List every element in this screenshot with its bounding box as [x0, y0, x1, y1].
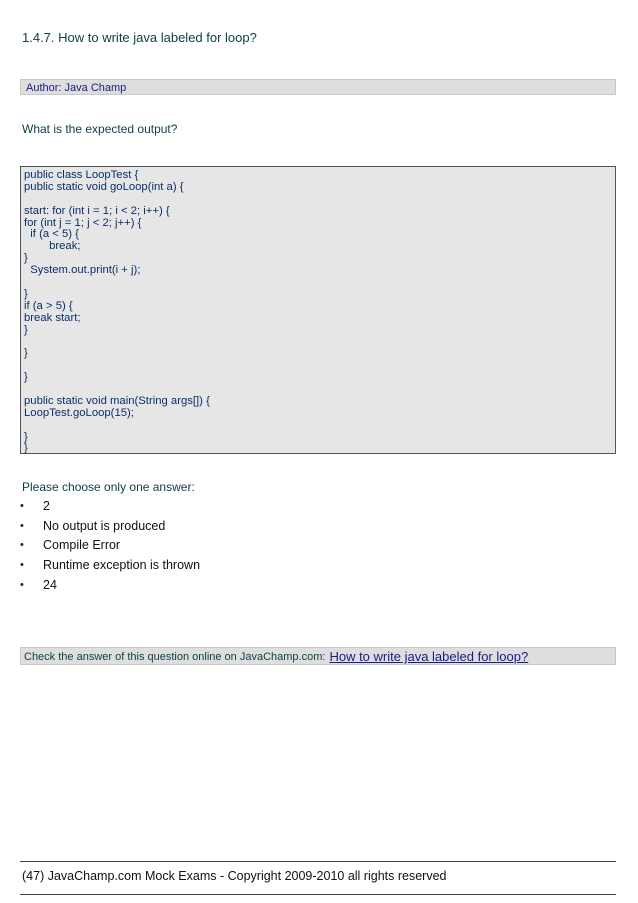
question-title: 1.4.7. How to write java labeled for loop?	[22, 30, 257, 45]
footer-divider-bottom	[20, 894, 616, 895]
footer-copyright: (47) JavaChamp.com Mock Exams - Copyright 2009-2010 all rights reserved	[22, 869, 447, 883]
bullet-icon: •	[20, 579, 24, 592]
answer-option-label: No output is produced	[43, 518, 166, 533]
answer-option-label: Runtime exception is thrown	[43, 558, 201, 573]
answer-option[interactable]	[20, 555, 200, 575]
answer-option[interactable]	[20, 536, 200, 556]
code-line: public class LoopTest {	[24, 169, 139, 181]
code-line: break start;	[24, 311, 81, 324]
code-line	[24, 420, 615, 432]
code-line: }	[24, 442, 28, 455]
code-line: }	[24, 347, 28, 360]
code-line	[24, 277, 615, 289]
bullet-icon: •	[20, 539, 24, 552]
code-line: }	[24, 323, 28, 336]
code-line: }	[24, 430, 28, 443]
code-line	[24, 336, 615, 348]
bullet-icon: •	[20, 559, 24, 572]
code-line: if (a > 5) {	[24, 299, 73, 312]
check-answer-text: Check the answer of this question online on JavaChamp.com:	[24, 650, 326, 663]
author-bar	[20, 79, 616, 95]
code-line: public static void goLoop(int a) {	[24, 180, 184, 193]
bullet-icon: •	[20, 499, 24, 512]
question-text: What is the expected output?	[22, 122, 178, 136]
answer-prompt: Please choose only one answer:	[22, 480, 195, 494]
code-line: public static void main(String args[]) {	[24, 394, 210, 407]
answer-option-label: 24	[43, 578, 57, 593]
author-label: Author: Java Champ	[26, 82, 127, 94]
code-line: for (int j = 1; j < 2; j++) {	[24, 216, 142, 229]
check-answer-bar	[20, 647, 616, 665]
code-line	[24, 360, 615, 372]
bullet-icon: •	[20, 519, 24, 532]
code-line	[24, 194, 615, 206]
answer-option[interactable]	[20, 575, 200, 595]
code-block	[20, 166, 616, 454]
check-answer-link[interactable]: How to write java labeled for loop?	[329, 649, 529, 664]
answer-option[interactable]	[20, 496, 200, 516]
answer-list	[20, 496, 200, 595]
answer-option-label: Compile Error	[43, 538, 121, 553]
code-line: start: for (int i = 1; i < 2; i++) {	[24, 204, 170, 217]
answer-option-label: 2	[43, 498, 50, 513]
footer-divider-top	[20, 861, 616, 862]
code-line: break;	[24, 240, 81, 253]
code-line: System.out.print(i + j);	[24, 264, 141, 277]
code-line: }	[24, 252, 28, 265]
code-line: LoopTest.goLoop(15);	[24, 406, 134, 419]
code-line: }	[24, 287, 28, 300]
answer-option[interactable]	[20, 516, 200, 536]
code-line: }	[24, 371, 28, 384]
code-line: if (a < 5) {	[24, 228, 79, 241]
